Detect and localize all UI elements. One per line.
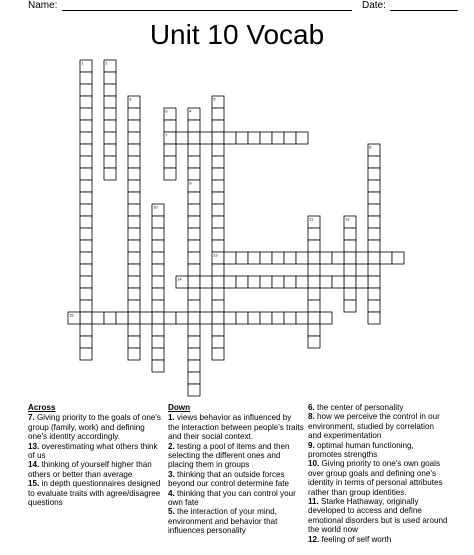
grid-cell[interactable]: [80, 156, 92, 168]
grid-cell[interactable]: [188, 264, 200, 276]
clue-number: 2: [105, 60, 108, 66]
grid-cell[interactable]: [236, 252, 248, 264]
clue-item-text: the center of personality: [314, 403, 404, 412]
grid-cell[interactable]: [128, 300, 140, 312]
grid-cell[interactable]: [212, 180, 224, 192]
clue-item: [308, 535, 448, 544]
grid-cell[interactable]: [308, 300, 320, 312]
grid-cell[interactable]: [80, 132, 92, 144]
grid-cell[interactable]: [308, 276, 320, 288]
clue-item-number: 14.: [28, 460, 40, 470]
grid-cell[interactable]: [224, 276, 236, 288]
grid-cell[interactable]: [368, 180, 380, 192]
grid-cell[interactable]: [128, 336, 140, 348]
grid-cell[interactable]: [128, 120, 140, 132]
grid-cell[interactable]: [188, 144, 200, 156]
clue-item-number: 13.: [28, 441, 40, 451]
grid-cell[interactable]: [212, 144, 224, 156]
grid-cell[interactable]: [212, 348, 224, 360]
grid-cell[interactable]: [152, 360, 164, 372]
clue-item-text: views behavior as influenced by the interaction between people's traits and their social context.: [168, 413, 304, 442]
clue-item-number: 8.: [308, 412, 315, 422]
grid-cell[interactable]: [368, 216, 380, 228]
clue-item-number: 11.: [308, 497, 319, 507]
grid-cell[interactable]: [188, 252, 200, 264]
grid-cell[interactable]: [344, 240, 356, 252]
grid-cell[interactable]: [104, 84, 116, 96]
grid-cell[interactable]: [308, 336, 320, 348]
grid-cell[interactable]: [248, 132, 260, 144]
clue-number: 7: [165, 132, 168, 138]
grid-cell[interactable]: [368, 192, 380, 204]
clue-item: [28, 442, 164, 461]
grid-cell[interactable]: [188, 216, 200, 228]
name-label: Name:: [28, 0, 58, 11]
clue-number: 8: [369, 144, 372, 150]
grid-cell[interactable]: [224, 132, 236, 144]
grid-cell[interactable]: [188, 312, 200, 324]
grid-cell[interactable]: [164, 156, 176, 168]
clue-item: [168, 507, 304, 535]
grid-cell[interactable]: [128, 252, 140, 264]
grid-cell[interactable]: [128, 216, 140, 228]
clue-item-number: 7.: [28, 413, 35, 423]
clue-number: 6: [165, 108, 168, 114]
clue-item: [28, 413, 164, 441]
grid-cell[interactable]: [80, 300, 92, 312]
grid-cell[interactable]: [164, 168, 176, 180]
grid-cell[interactable]: [80, 180, 92, 192]
grid-cell[interactable]: [296, 276, 308, 288]
grid-cell[interactable]: [128, 192, 140, 204]
page-title: Unit 10 Vocab: [149, 19, 325, 50]
grid-cell[interactable]: [104, 108, 116, 120]
clue-item-number: 12.: [308, 534, 320, 544]
grid-cell[interactable]: [332, 276, 344, 288]
grid-cell[interactable]: [320, 312, 332, 324]
clue-item-number: 10.: [308, 459, 320, 469]
grid-cell[interactable]: [188, 120, 200, 132]
grid-cell[interactable]: [188, 288, 200, 300]
grid-cell[interactable]: [320, 276, 332, 288]
grid-cell[interactable]: [188, 336, 200, 348]
grid-cell[interactable]: [284, 252, 296, 264]
grid-cell[interactable]: [368, 264, 380, 276]
grid-cell[interactable]: [332, 252, 344, 264]
clue-item-text: testing a pool of items and then selecting the different ones and placing them in groups: [168, 441, 290, 470]
date-label: Date:: [362, 0, 386, 11]
grid-cell[interactable]: [236, 312, 248, 324]
grid-cell[interactable]: [188, 300, 200, 312]
clue-number: 5: [213, 96, 216, 102]
grid-cell[interactable]: [128, 324, 140, 336]
grid-cell[interactable]: [212, 132, 224, 144]
clue-item-number: 5.: [168, 507, 175, 517]
clue-item-number: 9.: [308, 440, 315, 450]
grid-cell[interactable]: [224, 252, 236, 264]
clue-number: 15: [69, 312, 74, 318]
grid-cell[interactable]: [212, 156, 224, 168]
clue-item-text: Giving priority to the goals of one's group (family, work) and defining one's identity accordingly.: [28, 413, 161, 442]
grid-cell[interactable]: [368, 288, 380, 300]
grid-cell[interactable]: [212, 336, 224, 348]
grid-cell[interactable]: [200, 132, 212, 144]
grid-cell[interactable]: [188, 228, 200, 240]
grid-cell[interactable]: [212, 264, 224, 276]
grid-cell[interactable]: [224, 312, 236, 324]
grid-cell[interactable]: [368, 204, 380, 216]
grid-cell[interactable]: [212, 192, 224, 204]
clue-item: [168, 489, 304, 508]
clue-number: 12: [345, 216, 350, 222]
grid-cell[interactable]: [368, 156, 380, 168]
down-clue-list: [168, 413, 304, 535]
clue-item-number: 6.: [308, 403, 315, 412]
clue-item: [308, 403, 448, 412]
grid-cell[interactable]: [212, 324, 224, 336]
grid-cell[interactable]: [188, 168, 200, 180]
grid-cell[interactable]: [176, 132, 188, 144]
grid-cell[interactable]: [80, 72, 92, 84]
grid-cell[interactable]: [368, 300, 380, 312]
grid-cell[interactable]: [188, 276, 200, 288]
grid-cell[interactable]: [296, 132, 308, 144]
grid-cell[interactable]: [128, 156, 140, 168]
grid-cell[interactable]: [80, 240, 92, 252]
clue-number: 3: [129, 96, 132, 102]
grid-cell[interactable]: [152, 240, 164, 252]
grid-cell[interactable]: [152, 264, 164, 276]
clue-item-text: optimal human functioning, promotes strengths: [308, 440, 414, 460]
grid-cell[interactable]: [212, 108, 224, 120]
clue-item-number: 3.: [168, 469, 175, 479]
grid-cell[interactable]: [272, 252, 284, 264]
grid-cell[interactable]: [80, 204, 92, 216]
grid-cell[interactable]: [296, 252, 308, 264]
clue-item-text: feeling of self worth: [319, 534, 392, 544]
grid-cell[interactable]: [128, 108, 140, 120]
grid-cell[interactable]: [344, 276, 356, 288]
grid-cell[interactable]: [368, 276, 380, 288]
clue-item-text: thinking that an outside forces beyond our control determine fate: [168, 469, 290, 489]
clue-item-number: 4.: [168, 488, 175, 498]
grid-cell[interactable]: [344, 300, 356, 312]
down-heading: Down: [168, 403, 191, 412]
grid-cell[interactable]: [128, 132, 140, 144]
grid-cell[interactable]: [380, 252, 392, 264]
grid-cell[interactable]: [152, 288, 164, 300]
clue-item: [168, 470, 304, 489]
grid-cell[interactable]: [104, 168, 116, 180]
grid-cell[interactable]: [80, 252, 92, 264]
grid-cell[interactable]: [188, 360, 200, 372]
grid-cell[interactable]: [272, 312, 284, 324]
grid-cell[interactable]: [104, 96, 116, 108]
grid-cell[interactable]: [152, 312, 164, 324]
grid-cell[interactable]: [212, 228, 224, 240]
grid-cell[interactable]: [308, 240, 320, 252]
clue-item-text: Giving priority to one's own goals over group goals and defining one's identity in terms of personal attributes rather than group identities.: [308, 459, 443, 497]
clue-item-text: thinking of yourself higher than others or better than average: [28, 460, 152, 479]
grid-cell[interactable]: [104, 120, 116, 132]
grid-cell[interactable]: [128, 144, 140, 156]
clue-item: [168, 442, 304, 470]
grid-cell[interactable]: [80, 312, 92, 324]
grid-cell[interactable]: [248, 312, 260, 324]
grid-cell[interactable]: [356, 276, 368, 288]
grid-cell[interactable]: [152, 216, 164, 228]
grid-cell[interactable]: [212, 240, 224, 252]
grid-cell[interactable]: [188, 348, 200, 360]
grid-cell[interactable]: [188, 240, 200, 252]
grid-cell[interactable]: [128, 288, 140, 300]
grid-cell[interactable]: [188, 204, 200, 216]
grid-cell[interactable]: [80, 324, 92, 336]
grid-cell[interactable]: [80, 144, 92, 156]
grid-cell[interactable]: [128, 228, 140, 240]
grid-cell[interactable]: [284, 312, 296, 324]
grid-cell[interactable]: [344, 252, 356, 264]
clue-item: [308, 497, 448, 535]
grid-cell[interactable]: [344, 288, 356, 300]
grid-cell[interactable]: [80, 168, 92, 180]
grid-cell[interactable]: [152, 336, 164, 348]
clue-number: 13: [213, 252, 218, 258]
down-clues-continued: [308, 403, 448, 544]
clue-item-number: 2.: [168, 441, 175, 451]
clue-item-text: overestimating what others think of us: [28, 441, 158, 461]
grid-cell[interactable]: [152, 324, 164, 336]
grid-cell[interactable]: [80, 192, 92, 204]
grid-cell[interactable]: [272, 276, 284, 288]
grid-cell[interactable]: [320, 252, 332, 264]
clue-item-number: 1.: [168, 413, 175, 423]
clue-number: 14: [177, 276, 182, 282]
grid-cell[interactable]: [308, 252, 320, 264]
grid-cell[interactable]: [308, 324, 320, 336]
grid-cell[interactable]: [308, 312, 320, 324]
grid-cell[interactable]: [188, 132, 200, 144]
grid-cell[interactable]: [80, 108, 92, 120]
grid-cell[interactable]: [212, 216, 224, 228]
down-clues: [168, 403, 304, 536]
grid-cell[interactable]: [104, 156, 116, 168]
grid-cell[interactable]: [344, 264, 356, 276]
down-clue-list-continued: [308, 403, 448, 544]
grid-cell[interactable]: [80, 276, 92, 288]
grid-cell[interactable]: [392, 252, 404, 264]
grid-cell[interactable]: [92, 312, 104, 324]
clue-item: [168, 413, 304, 441]
grid-cell[interactable]: [104, 132, 116, 144]
clue-item-text: thinking that you can control your own fate: [168, 488, 296, 508]
grid-cell[interactable]: [104, 72, 116, 84]
grid-cell[interactable]: [284, 276, 296, 288]
across-heading: Across: [28, 403, 56, 412]
clue-number: 9: [189, 180, 192, 186]
grid-cell[interactable]: [104, 312, 116, 324]
grid-cell[interactable]: [80, 228, 92, 240]
grid-cell[interactable]: [152, 348, 164, 360]
grid-cell[interactable]: [128, 264, 140, 276]
grid-cell[interactable]: [128, 312, 140, 324]
grid-cell[interactable]: [80, 288, 92, 300]
grid-cell[interactable]: [368, 228, 380, 240]
across-clue-list: [28, 413, 164, 507]
grid-cell[interactable]: [140, 312, 152, 324]
grid-cell[interactable]: [284, 132, 296, 144]
grid-cell[interactable]: [272, 132, 284, 144]
grid-cell[interactable]: [80, 216, 92, 228]
grid-cell[interactable]: [80, 96, 92, 108]
grid-cell[interactable]: [164, 120, 176, 132]
grid-cell[interactable]: [308, 288, 320, 300]
grid-cell[interactable]: [212, 120, 224, 132]
grid-cell[interactable]: [128, 180, 140, 192]
clue-number: 10: [153, 204, 158, 210]
clue-item: [308, 441, 448, 460]
grid-cell[interactable]: [260, 252, 272, 264]
grid-cell[interactable]: [188, 192, 200, 204]
grid-cell[interactable]: [236, 132, 248, 144]
grid-cell[interactable]: [368, 168, 380, 180]
clue-number: 4: [189, 108, 192, 114]
grid-cell[interactable]: [212, 276, 224, 288]
grid-cell[interactable]: [200, 276, 212, 288]
grid-cell[interactable]: [128, 276, 140, 288]
grid-cell[interactable]: [260, 276, 272, 288]
grid-cell[interactable]: [128, 204, 140, 216]
grid-cell[interactable]: [188, 156, 200, 168]
grid-cell[interactable]: [164, 312, 176, 324]
grid-cell[interactable]: [152, 252, 164, 264]
clue-item-text: how we perceive the control in our environment, studied by correlation and experimentation: [308, 412, 440, 441]
grid-cell[interactable]: [80, 264, 92, 276]
grid-cell[interactable]: [176, 312, 188, 324]
grid-cell[interactable]: [248, 276, 260, 288]
grid-cell[interactable]: [128, 240, 140, 252]
grid-cell[interactable]: [212, 312, 224, 324]
grid-cell[interactable]: [104, 144, 116, 156]
grid-cell[interactable]: [308, 228, 320, 240]
grid-cell[interactable]: [80, 336, 92, 348]
clue-item: [308, 459, 448, 497]
grid-cell[interactable]: [212, 288, 224, 300]
clue-item-number: 15.: [28, 479, 40, 489]
clue-item: [308, 412, 448, 440]
clue-item-text: Starke Hathaway, originally developed to access and define emotional disorders but is used around the world now: [308, 497, 448, 535]
grid-cell[interactable]: [368, 252, 380, 264]
grid-cell[interactable]: [188, 384, 200, 396]
grid-cell[interactable]: [368, 240, 380, 252]
grid-cell[interactable]: [152, 276, 164, 288]
grid-cell[interactable]: [200, 312, 212, 324]
clue-item: [28, 460, 164, 479]
clue-item: [28, 479, 164, 507]
grid-cell[interactable]: [188, 324, 200, 336]
grid-cell[interactable]: [212, 168, 224, 180]
grid-cell[interactable]: [128, 168, 140, 180]
clue-number: 1: [81, 60, 84, 66]
grid-cell[interactable]: [80, 84, 92, 96]
grid-cell[interactable]: [80, 348, 92, 360]
clue-item-text: the interaction of your mind, environment and behavior that influences personality: [168, 507, 278, 536]
grid-cell[interactable]: [248, 252, 260, 264]
grid-cell[interactable]: [236, 276, 248, 288]
grid-cell[interactable]: [368, 312, 380, 324]
grid-cell[interactable]: [152, 228, 164, 240]
grid-cell[interactable]: [188, 372, 200, 384]
grid-cell[interactable]: [152, 300, 164, 312]
grid-cell[interactable]: [128, 348, 140, 360]
grid-cell[interactable]: [212, 300, 224, 312]
grid-cell[interactable]: [116, 312, 128, 324]
grid-cell[interactable]: [308, 264, 320, 276]
grid-cell[interactable]: [296, 312, 308, 324]
grid-cell[interactable]: [260, 132, 272, 144]
grid-cell[interactable]: [212, 204, 224, 216]
grid-cell[interactable]: [260, 312, 272, 324]
clue-item-text: in depth questionnaires designed to evaluate traits with agree/disagree questions: [28, 479, 161, 508]
grid-cell[interactable]: [344, 228, 356, 240]
across-clues: [28, 403, 164, 507]
clue-number: 11: [309, 216, 314, 222]
grid-cell[interactable]: [356, 252, 368, 264]
grid-cell[interactable]: [164, 144, 176, 156]
grid-cell[interactable]: [80, 120, 92, 132]
